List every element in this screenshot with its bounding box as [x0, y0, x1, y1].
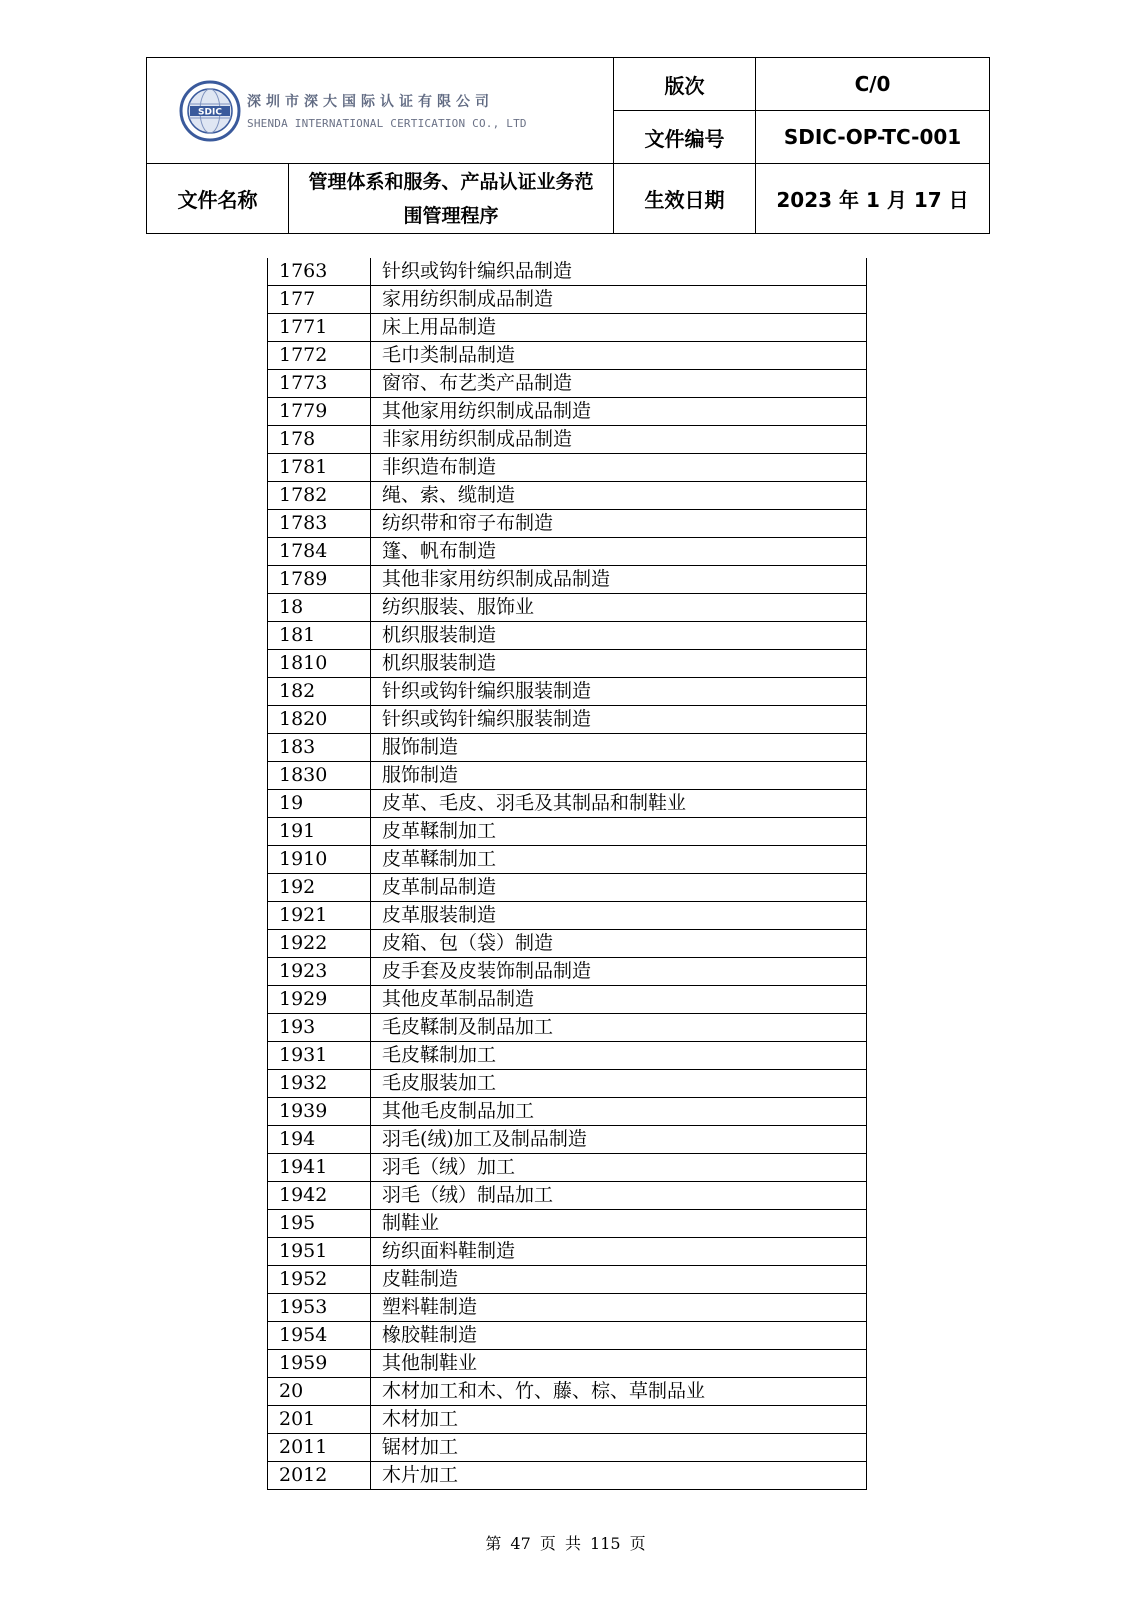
industry-name-cell: 针织或钩针编织品制造: [371, 258, 867, 286]
docname-line2: 围管理程序: [403, 204, 499, 227]
table-row: [268, 790, 867, 818]
table-row: [268, 902, 867, 930]
table-row: [268, 482, 867, 510]
industry-code-cell: 1763: [268, 258, 371, 286]
industry-name-cell: 羽毛(绒)加工及制品制造: [371, 1126, 867, 1154]
industry-name-cell: 皮革制品制造: [371, 874, 867, 902]
industry-name-cell: 制鞋业: [371, 1210, 867, 1238]
industry-code-cell: 181: [268, 622, 371, 650]
industry-name-cell: 床上用品制造: [371, 314, 867, 342]
industry-name-cell: 机织服装制造: [371, 622, 867, 650]
industry-name-cell: 其他制鞋业: [371, 1350, 867, 1378]
industry-name-cell: 皮革鞣制加工: [371, 846, 867, 874]
scope-code-table-body: [268, 258, 867, 1490]
industry-code-cell: 1922: [268, 930, 371, 958]
table-row: [268, 1238, 867, 1266]
table-row: [268, 538, 867, 566]
industry-name-cell: 服饰制造: [371, 734, 867, 762]
industry-code-cell: 1810: [268, 650, 371, 678]
table-row: [268, 818, 867, 846]
industry-name-cell: 家用纺织制成品制造: [371, 286, 867, 314]
industry-name-cell: 皮革服装制造: [371, 902, 867, 930]
industry-name-cell: 皮革、毛皮、羽毛及其制品和制鞋业: [371, 790, 867, 818]
table-row: [268, 1378, 867, 1406]
industry-code-cell: 201: [268, 1406, 371, 1434]
industry-code-cell: 1952: [268, 1266, 371, 1294]
page-number: 第 47 页 共 115 页: [485, 1534, 646, 1553]
industry-name-cell: 其他非家用纺织制成品制造: [371, 566, 867, 594]
table-row: [268, 342, 867, 370]
industry-code-cell: 1910: [268, 846, 371, 874]
document-header: [146, 57, 990, 234]
industry-name-cell: 针织或钩针编织服装制造: [371, 706, 867, 734]
industry-name-cell: 锯材加工: [371, 1434, 867, 1462]
table-row: [268, 874, 867, 902]
industry-name-cell: 毛皮服装加工: [371, 1070, 867, 1098]
table-row: [268, 1406, 867, 1434]
table-row: [268, 258, 867, 286]
docno-label: 文件编号: [614, 111, 756, 164]
industry-code-cell: 1941: [268, 1154, 371, 1182]
table-row: [268, 678, 867, 706]
industry-code-cell: 1923: [268, 958, 371, 986]
company-logo: [179, 80, 241, 142]
table-row: [268, 1462, 867, 1490]
industry-code-cell: 1954: [268, 1322, 371, 1350]
table-row: [268, 622, 867, 650]
table-row: [268, 1070, 867, 1098]
table-row: [268, 1350, 867, 1378]
industry-name-cell: 纺织带和帘子布制造: [371, 510, 867, 538]
industry-code-cell: 193: [268, 1014, 371, 1042]
scope-code-table: [267, 258, 867, 1490]
table-row: [268, 650, 867, 678]
table-row: [268, 594, 867, 622]
table-row: [268, 1266, 867, 1294]
version-value: C/0: [756, 58, 990, 111]
table-row: [268, 1322, 867, 1350]
industry-name-cell: 羽毛（绒）加工: [371, 1154, 867, 1182]
docname-label: 文件名称: [147, 164, 289, 234]
industry-name-cell: 塑料鞋制造: [371, 1294, 867, 1322]
table-row: [268, 1434, 867, 1462]
table-row: [268, 1210, 867, 1238]
industry-code-cell: 1784: [268, 538, 371, 566]
industry-name-cell: 纺织面料鞋制造: [371, 1238, 867, 1266]
docname-value: [289, 164, 614, 234]
table-row: [268, 762, 867, 790]
industry-name-cell: 非家用纺织制成品制造: [371, 426, 867, 454]
table-row: [268, 370, 867, 398]
table-row: [268, 1154, 867, 1182]
industry-name-cell: 其他毛皮制品加工: [371, 1098, 867, 1126]
effective-date-value: 2023 年 1 月 17 日: [756, 164, 990, 234]
industry-name-cell: 皮革鞣制加工: [371, 818, 867, 846]
table-row: [268, 958, 867, 986]
industry-name-cell: 木材加工和木、竹、藤、棕、草制品业: [371, 1378, 867, 1406]
industry-code-cell: 2012: [268, 1462, 371, 1490]
industry-name-cell: 毛巾类制品制造: [371, 342, 867, 370]
industry-name-cell: 皮箱、包（袋）制造: [371, 930, 867, 958]
industry-code-cell: 178: [268, 426, 371, 454]
industry-code-cell: 1929: [268, 986, 371, 1014]
industry-code-cell: 1781: [268, 454, 371, 482]
industry-code-cell: 1820: [268, 706, 371, 734]
docno-value: SDIC-OP-TC-001: [756, 111, 990, 164]
industry-code-cell: 1830: [268, 762, 371, 790]
industry-code-cell: 1942: [268, 1182, 371, 1210]
logo-text: SDIC: [198, 107, 222, 117]
table-row: [268, 1098, 867, 1126]
table-row: [268, 986, 867, 1014]
company-name-cn: 深圳市深大国际认证有限公司: [247, 94, 494, 110]
industry-code-cell: 20: [268, 1378, 371, 1406]
table-row: [268, 398, 867, 426]
industry-name-cell: 篷、帆布制造: [371, 538, 867, 566]
industry-name-cell: 橡胶鞋制造: [371, 1322, 867, 1350]
table-row: [268, 734, 867, 762]
industry-name-cell: 服饰制造: [371, 762, 867, 790]
table-row: [268, 930, 867, 958]
industry-code-cell: 192: [268, 874, 371, 902]
table-row: [268, 706, 867, 734]
logo-cell: [147, 58, 614, 164]
industry-code-cell: 1783: [268, 510, 371, 538]
industry-code-cell: 1951: [268, 1238, 371, 1266]
industry-name-cell: 羽毛（绒）制品加工: [371, 1182, 867, 1210]
table-row: [268, 426, 867, 454]
industry-name-cell: 其他皮革制品制造: [371, 986, 867, 1014]
industry-code-cell: 191: [268, 818, 371, 846]
industry-code-cell: 1779: [268, 398, 371, 426]
industry-name-cell: 非织造布制造: [371, 454, 867, 482]
industry-code-cell: 1789: [268, 566, 371, 594]
industry-code-cell: 1782: [268, 482, 371, 510]
industry-code-cell: 1959: [268, 1350, 371, 1378]
industry-code-cell: 177: [268, 286, 371, 314]
industry-name-cell: 其他家用纺织制成品制造: [371, 398, 867, 426]
table-row: [268, 1182, 867, 1210]
industry-code-cell: 1931: [268, 1042, 371, 1070]
effective-date-label: 生效日期: [614, 164, 756, 234]
industry-name-cell: 窗帘、布艺类产品制造: [371, 370, 867, 398]
industry-code-cell: 18: [268, 594, 371, 622]
industry-name-cell: 皮手套及皮装饰制品制造: [371, 958, 867, 986]
industry-code-cell: 1921: [268, 902, 371, 930]
industry-name-cell: 绳、索、缆制造: [371, 482, 867, 510]
industry-code-cell: 1953: [268, 1294, 371, 1322]
industry-name-cell: 木材加工: [371, 1406, 867, 1434]
table-row: [268, 1042, 867, 1070]
industry-code-cell: 1932: [268, 1070, 371, 1098]
table-row: [268, 314, 867, 342]
industry-code-cell: 1772: [268, 342, 371, 370]
industry-code-cell: 1939: [268, 1098, 371, 1126]
table-row: [268, 566, 867, 594]
industry-code-cell: 19: [268, 790, 371, 818]
table-row: [268, 1014, 867, 1042]
industry-name-cell: 木片加工: [371, 1462, 867, 1490]
table-row: [268, 510, 867, 538]
table-row: [268, 454, 867, 482]
industry-code-cell: 195: [268, 1210, 371, 1238]
industry-name-cell: 机织服装制造: [371, 650, 867, 678]
industry-name-cell: 毛皮鞣制及制品加工: [371, 1014, 867, 1042]
industry-code-cell: 1773: [268, 370, 371, 398]
version-label: 版次: [614, 58, 756, 111]
company-name-en: SHENDA INTERNATIONAL CERTICATION CO., LTD: [247, 117, 527, 130]
docname-line1: 管理体系和服务、产品认证业务范: [308, 170, 594, 193]
industry-code-cell: 1771: [268, 314, 371, 342]
industry-name-cell: 针织或钩针编织服装制造: [371, 678, 867, 706]
industry-name-cell: 纺织服装、服饰业: [371, 594, 867, 622]
table-row: [268, 1294, 867, 1322]
industry-code-cell: 182: [268, 678, 371, 706]
industry-code-cell: 194: [268, 1126, 371, 1154]
industry-name-cell: 毛皮鞣制加工: [371, 1042, 867, 1070]
industry-name-cell: 皮鞋制造: [371, 1266, 867, 1294]
industry-code-cell: 183: [268, 734, 371, 762]
table-row: [268, 1126, 867, 1154]
table-row: [268, 846, 867, 874]
industry-code-cell: 2011: [268, 1434, 371, 1462]
table-row: [268, 286, 867, 314]
